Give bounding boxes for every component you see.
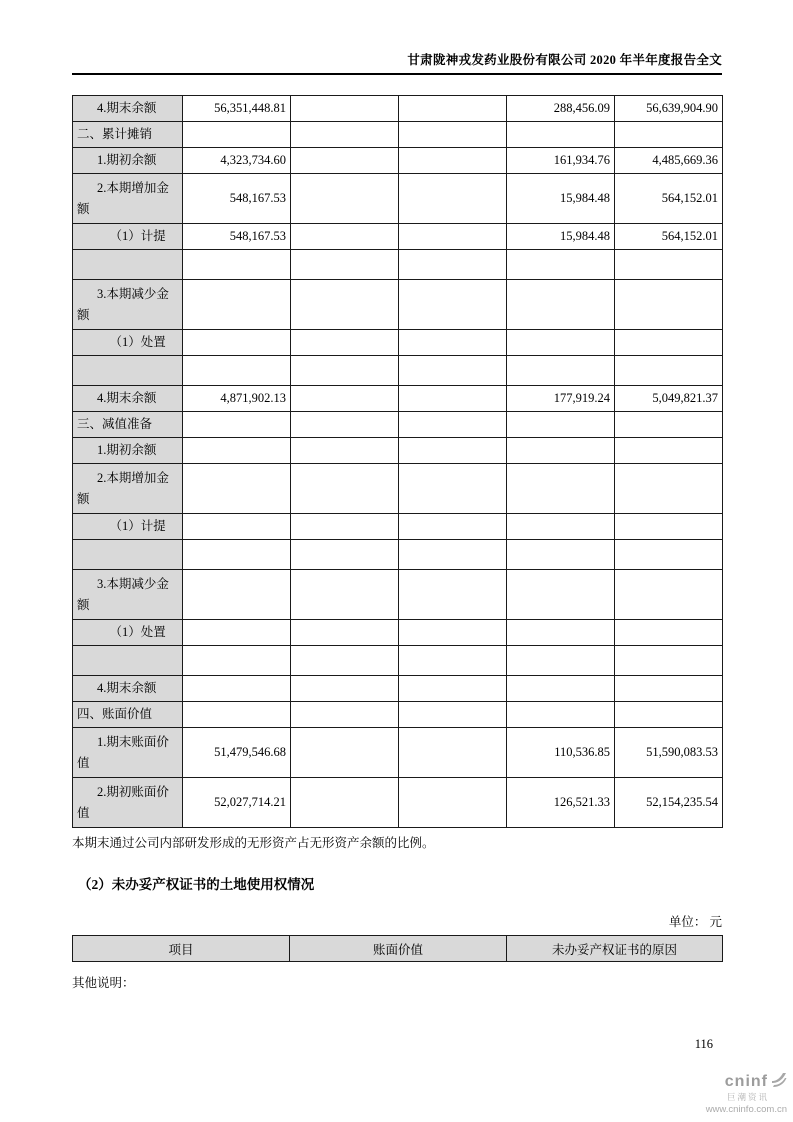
value-cell: [183, 122, 291, 148]
table-row: [73, 778, 723, 828]
value-cell: 177,919.24: [507, 386, 615, 412]
value-cell: [399, 676, 507, 702]
value-cell: 548,167.53: [183, 224, 291, 250]
row-label-cell: 4.期末余额: [73, 386, 183, 412]
value-cell: [615, 514, 723, 540]
value-cell: [291, 728, 399, 778]
intangible-table-body: [73, 96, 723, 828]
table-row: [73, 330, 723, 356]
value-cell: [615, 620, 723, 646]
value-cell: [507, 514, 615, 540]
table-row: [73, 540, 723, 570]
table-row: [73, 174, 723, 224]
row-label-cell: （1）处置: [73, 620, 183, 646]
value-cell: [399, 174, 507, 224]
value-cell: [399, 514, 507, 540]
value-cell: 52,154,235.54: [615, 778, 723, 828]
value-cell: [615, 646, 723, 676]
value-cell: [183, 514, 291, 540]
value-cell: [507, 646, 615, 676]
value-cell: 564,152.01: [615, 174, 723, 224]
value-cell: [615, 438, 723, 464]
table-row: [73, 702, 723, 728]
table-row: [73, 620, 723, 646]
value-cell: 4,485,669.36: [615, 148, 723, 174]
row-label-cell: （1）处置: [73, 330, 183, 356]
table-row: [73, 386, 723, 412]
value-cell: [399, 122, 507, 148]
row-label-cell: [73, 540, 183, 570]
row-label-cell: 2.期初账面价值: [73, 778, 183, 828]
value-cell: [291, 570, 399, 620]
value-cell: [615, 540, 723, 570]
row-label-cell: 4.期末余额: [73, 96, 183, 122]
value-cell: [507, 280, 615, 330]
value-cell: [507, 438, 615, 464]
row-label-cell: 2.本期增加金额: [73, 174, 183, 224]
table-row: [73, 148, 723, 174]
cninfo-brand-cn: 巨潮资讯: [726, 1092, 769, 1102]
row-label-cell: 4.期末余额: [73, 676, 183, 702]
value-cell: [507, 676, 615, 702]
value-cell: [399, 464, 507, 514]
value-cell: [291, 122, 399, 148]
table-row: [73, 728, 723, 778]
value-cell: [399, 646, 507, 676]
value-cell: [507, 620, 615, 646]
value-cell: 5,049,821.37: [615, 386, 723, 412]
value-cell: 4,871,902.13: [183, 386, 291, 412]
value-cell: 15,984.48: [507, 224, 615, 250]
page-header: [72, 50, 722, 75]
value-cell: [615, 570, 723, 620]
value-cell: [615, 250, 723, 280]
value-cell: [399, 728, 507, 778]
value-cell: [183, 438, 291, 464]
row-label-cell: 1.期末账面价值: [73, 728, 183, 778]
value-cell: 564,152.01: [615, 224, 723, 250]
value-cell: [507, 412, 615, 438]
value-cell: [399, 224, 507, 250]
land-table-header-row: [73, 936, 723, 962]
value-cell: [291, 148, 399, 174]
row-label-cell: [73, 356, 183, 386]
row-label-cell: 3.本期减少金额: [73, 280, 183, 330]
value-cell: [291, 386, 399, 412]
value-cell: [399, 620, 507, 646]
value-cell: [291, 96, 399, 122]
value-cell: [291, 540, 399, 570]
value-cell: 161,934.76: [507, 148, 615, 174]
value-cell: 288,456.09: [507, 96, 615, 122]
table-row: [73, 570, 723, 620]
page-content: [72, 0, 722, 991]
value-cell: 4,323,734.60: [183, 148, 291, 174]
value-cell: 126,521.33: [507, 778, 615, 828]
table-row: [73, 646, 723, 676]
row-label-cell: 四、账面价值: [73, 702, 183, 728]
value-cell: [183, 330, 291, 356]
value-cell: [399, 386, 507, 412]
row-label-cell: 1.期初余额: [73, 148, 183, 174]
row-label-cell: 三、减值准备: [73, 412, 183, 438]
table-row: [73, 514, 723, 540]
land-use-right-table: [72, 935, 723, 962]
value-cell: [615, 702, 723, 728]
cninfo-url: www.cninfo.com.cn: [705, 1103, 787, 1115]
page-number: 116: [694, 1037, 713, 1051]
table-row: [73, 224, 723, 250]
land-table-header-cell: 项目: [73, 936, 290, 962]
value-cell: [291, 412, 399, 438]
value-cell: [507, 356, 615, 386]
value-cell: [291, 464, 399, 514]
value-cell: [507, 702, 615, 728]
intangible-assets-table: [72, 95, 723, 828]
table-row: [73, 676, 723, 702]
value-cell: [183, 464, 291, 514]
value-cell: 548,167.53: [183, 174, 291, 224]
value-cell: [507, 570, 615, 620]
value-cell: [615, 412, 723, 438]
value-cell: [183, 570, 291, 620]
row-label-cell: （1）计提: [73, 514, 183, 540]
land-table-header-cell: 账面价值: [290, 936, 507, 962]
row-label-cell: [73, 250, 183, 280]
value-cell: [399, 148, 507, 174]
section-heading: （2）未办妥产权证书的土地使用权情况: [78, 877, 315, 892]
value-cell: [399, 438, 507, 464]
value-cell: [291, 250, 399, 280]
value-cell: [291, 224, 399, 250]
value-cell: [291, 702, 399, 728]
value-cell: [291, 356, 399, 386]
value-cell: 52,027,714.21: [183, 778, 291, 828]
value-cell: [399, 96, 507, 122]
value-cell: [291, 646, 399, 676]
value-cell: [183, 356, 291, 386]
cninfo-brand-text: cninf: [724, 1072, 768, 1090]
value-cell: [399, 330, 507, 356]
value-cell: [399, 702, 507, 728]
table-row: [73, 356, 723, 386]
value-cell: [615, 676, 723, 702]
row-label-cell: 2.本期增加金额: [73, 464, 183, 514]
table-row: [73, 122, 723, 148]
value-cell: [507, 540, 615, 570]
value-cell: [291, 514, 399, 540]
row-label-cell: （1）计提: [73, 224, 183, 250]
value-cell: [507, 122, 615, 148]
value-cell: [399, 412, 507, 438]
value-cell: [507, 330, 615, 356]
value-cell: [399, 778, 507, 828]
value-cell: [183, 250, 291, 280]
row-label-cell: 3.本期减少金额: [73, 570, 183, 620]
value-cell: [291, 330, 399, 356]
value-cell: [399, 570, 507, 620]
table-row: [73, 438, 723, 464]
value-cell: [615, 464, 723, 514]
value-cell: 51,590,083.53: [615, 728, 723, 778]
value-cell: 51,479,546.68: [183, 728, 291, 778]
value-cell: [291, 174, 399, 224]
unit-label: 单位： 元: [668, 915, 722, 929]
value-cell: [507, 464, 615, 514]
table-row: [73, 412, 723, 438]
value-cell: [615, 122, 723, 148]
value-cell: [183, 540, 291, 570]
value-cell: [183, 646, 291, 676]
value-cell: [291, 280, 399, 330]
other-note-label: 其他说明：: [72, 976, 135, 990]
row-label-cell: 二、累计摊销: [73, 122, 183, 148]
internal-rd-note: 本期末通过公司内部研发形成的无形资产占无形资产余额的比例。: [72, 836, 435, 850]
value-cell: 110,536.85: [507, 728, 615, 778]
value-cell: [183, 280, 291, 330]
value-cell: 56,639,904.90: [615, 96, 723, 122]
land-table-header-cell: 未办妥产权证书的原因: [507, 936, 723, 962]
row-label-cell: [73, 646, 183, 676]
row-label-cell: 1.期初余额: [73, 438, 183, 464]
value-cell: [399, 250, 507, 280]
header-title: 甘肃陇神戎发药业股份有限公司 2020 年半年度报告全文: [407, 53, 722, 67]
value-cell: [399, 280, 507, 330]
value-cell: 56,351,448.81: [183, 96, 291, 122]
value-cell: [291, 438, 399, 464]
value-cell: [183, 620, 291, 646]
table-row: [73, 280, 723, 330]
value-cell: [615, 330, 723, 356]
value-cell: 15,984.48: [507, 174, 615, 224]
value-cell: [183, 702, 291, 728]
value-cell: [615, 356, 723, 386]
value-cell: [291, 778, 399, 828]
value-cell: [615, 280, 723, 330]
value-cell: [183, 412, 291, 438]
value-cell: [183, 676, 291, 702]
value-cell: [399, 540, 507, 570]
table-row: [73, 250, 723, 280]
value-cell: [507, 250, 615, 280]
cninfo-logo: [706, 1072, 787, 1114]
value-cell: [399, 356, 507, 386]
value-cell: [291, 620, 399, 646]
value-cell: [291, 676, 399, 702]
cninfo-swirl-icon: [770, 1072, 787, 1091]
table-row: [73, 464, 723, 514]
cninfo-brand-line: [706, 1072, 787, 1091]
table-row: [73, 96, 723, 122]
